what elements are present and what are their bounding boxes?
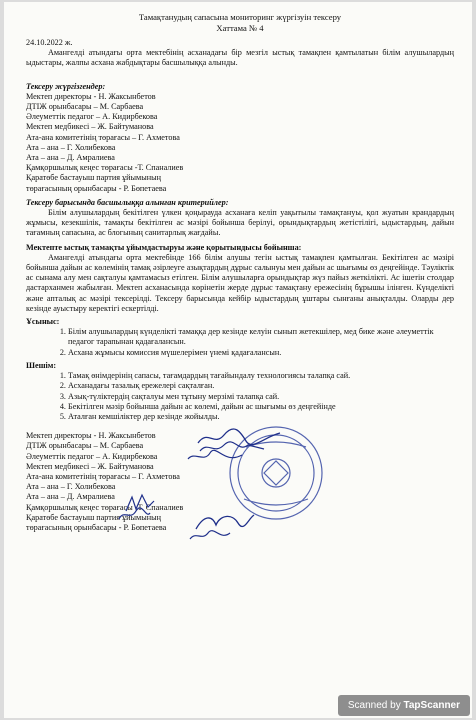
inspectors-list xyxy=(26,92,454,194)
inspector-line: Ата-ана комитетінің төрағасы – Г. Ахметова xyxy=(26,132,180,142)
criteria-paragraph: Білім алушылардың бекітілген үлкен қоңырауда асханаға келіп уақытылы тамақтануы, қол жуатын крандардың жұмысы, кезекшілік, тамақты бекітілген ас мәзірі бойынша берілуі, орындықтардың жетістілігі, ыдыстардың, дайын тағамның сапасына, ас блогының санитарлық жағдайы. xyxy=(26,208,454,238)
scanner-brand: TapScanner xyxy=(403,700,460,711)
inspectors-heading: Тексеру жүргізгендер: xyxy=(26,81,106,91)
signatory-line: Ата – ана – Г. Холибекова xyxy=(26,482,116,492)
decision-item: 4. Бекітілген мәзір бойынша дайын ас көлемі, дайын ас шығымы өз деңгейінде xyxy=(68,402,454,412)
findings-heading: Мектепте ыстық тамақты ұйымдастыруы және қорытындысы бойынша: xyxy=(26,242,302,252)
decision-item: 5. Аталған кемшіліктер дер кезінде жойылды. xyxy=(68,412,454,422)
signatory-line: төрағасының орынбасары - Р. Бөпетаева xyxy=(26,522,167,532)
signatory-line: Мектеп директоры - Н. Жаксынбетов xyxy=(26,431,156,441)
signatory-line: Қаратөбе бастауыш партия ұйымының xyxy=(26,512,161,522)
inspector-line: Қаратөбе бастауыш партия ұйымының xyxy=(26,173,161,183)
protocol-number: Хаттама № 4 xyxy=(216,23,264,33)
inspector-line: Ата – ана – Г. Холибекова xyxy=(26,142,116,152)
signatory-line: Қамқоршылық кеңес төрағасы -Т. Спаналиев xyxy=(26,502,184,512)
decision-item: 3. Азық-түліктердің сақталуы мен тұтыну мерзімі талапқа сай. xyxy=(68,392,454,402)
scanner-watermark xyxy=(338,695,470,716)
proposals-heading: Ұсыныс: xyxy=(26,317,60,327)
signatory-line: Мектеп медбикесі – Ж. Байтуманова xyxy=(26,461,154,471)
signatures-block xyxy=(26,431,454,533)
document-date: 24.10.2022 ж. xyxy=(26,38,73,47)
proposal-item: 2. Асхана жұмысы комиссия мүшелерімен үнемі қадағалансын. xyxy=(68,348,454,358)
scanner-prefix: Scanned by xyxy=(347,700,404,711)
inspector-line: төрағасының орынбасары - Р. Бөпетаева xyxy=(26,183,167,193)
proposals-list xyxy=(26,327,454,358)
document-title: Тамақтанудың сапасына мониторинг жүргізуін тексеру xyxy=(138,12,342,22)
signatory-line: Ата – ана – Д. Амралиева xyxy=(26,492,115,502)
findings-paragraph: Амангелді атындағы орта мектебінде 166 білім алушы тегін ыстық тамақпен қамтылған. Бекітілген ас мәзірі бойынша дайын ас көлемінің тамақ әзірлеуге азықтардың дұрыс салынуы мен дайын ас шығымы өз деңгейінде. Тәуліктік ас сынама алу мен сақталуы қамтамасыз етілген. Білім алушыларға орындықтар жүз пайыз жеткілікті. Ас ішетін столдар дастарханмен жабылған. Мектеп асханасында көрінетін жерде дұрыс тамақтану ережесінің бұрышы ілінген. Күнделікті және апталық ас мәзірі тексерілді. Тексеру барысында кейбір ыдыстардың ұштары сынғаны анықталды. Оларды дер кезінде ауыстыру керектігі ескертілді. xyxy=(26,252,454,313)
inspector-line: ДТІЖ орынбасары – М. Сарбаева xyxy=(26,102,144,112)
protocol-document xyxy=(26,12,454,533)
criteria-heading: Тексеру барысында басшылыққа алынған критерийлер: xyxy=(26,197,229,207)
inspector-line: Ата – ана – Д. Амралиева xyxy=(26,153,115,163)
scanned-page xyxy=(4,2,472,718)
signatory-line: ДТІЖ орынбасары – М. Сарбаева xyxy=(26,441,144,451)
proposal-item: 1. Білім алушылардың күнделікті тамаққа дер кезінде келуін сынып жетекшілер, мед бике және әлеуметтік педагог тарапынан қадағалансын. xyxy=(68,327,454,347)
decisions-list xyxy=(26,371,454,422)
decision-item: 2. Асханадағы тазалық ережелері сақталған. xyxy=(68,381,454,391)
intro-paragraph: Амангелді атындағы орта мектебінің асханадағы бір мезгіл ыстық тамақпен қамтылатын білім алушылардың ыдыстары, жалпы асхана жабдықтары басшылыққа алынды. xyxy=(26,48,454,68)
inspector-line: Мектеп медбикесі – Ж. Байтуманова xyxy=(26,122,154,132)
decision-heading: Шешім: xyxy=(26,360,57,370)
inspector-line: Әлеуметтік педагог – А. Кидирбекова xyxy=(26,112,158,122)
inspector-line: Қамқоршылық кеңес төрағасы -Т. Спаналиев xyxy=(26,163,184,173)
signatory-line: Әлеуметтік педагог – А. Кидирбекова xyxy=(26,451,158,461)
inspector-line: Мектеп директоры - Н. Жаксынбетов xyxy=(26,91,156,101)
decision-item: 1. Тамақ өнімдерінің сапасы, тағамдардың тағайындалу технологиясы талапқа сай. xyxy=(68,371,454,381)
signatory-line: Ата-ана комитетінің төрағасы – Г. Ахметова xyxy=(26,471,180,481)
